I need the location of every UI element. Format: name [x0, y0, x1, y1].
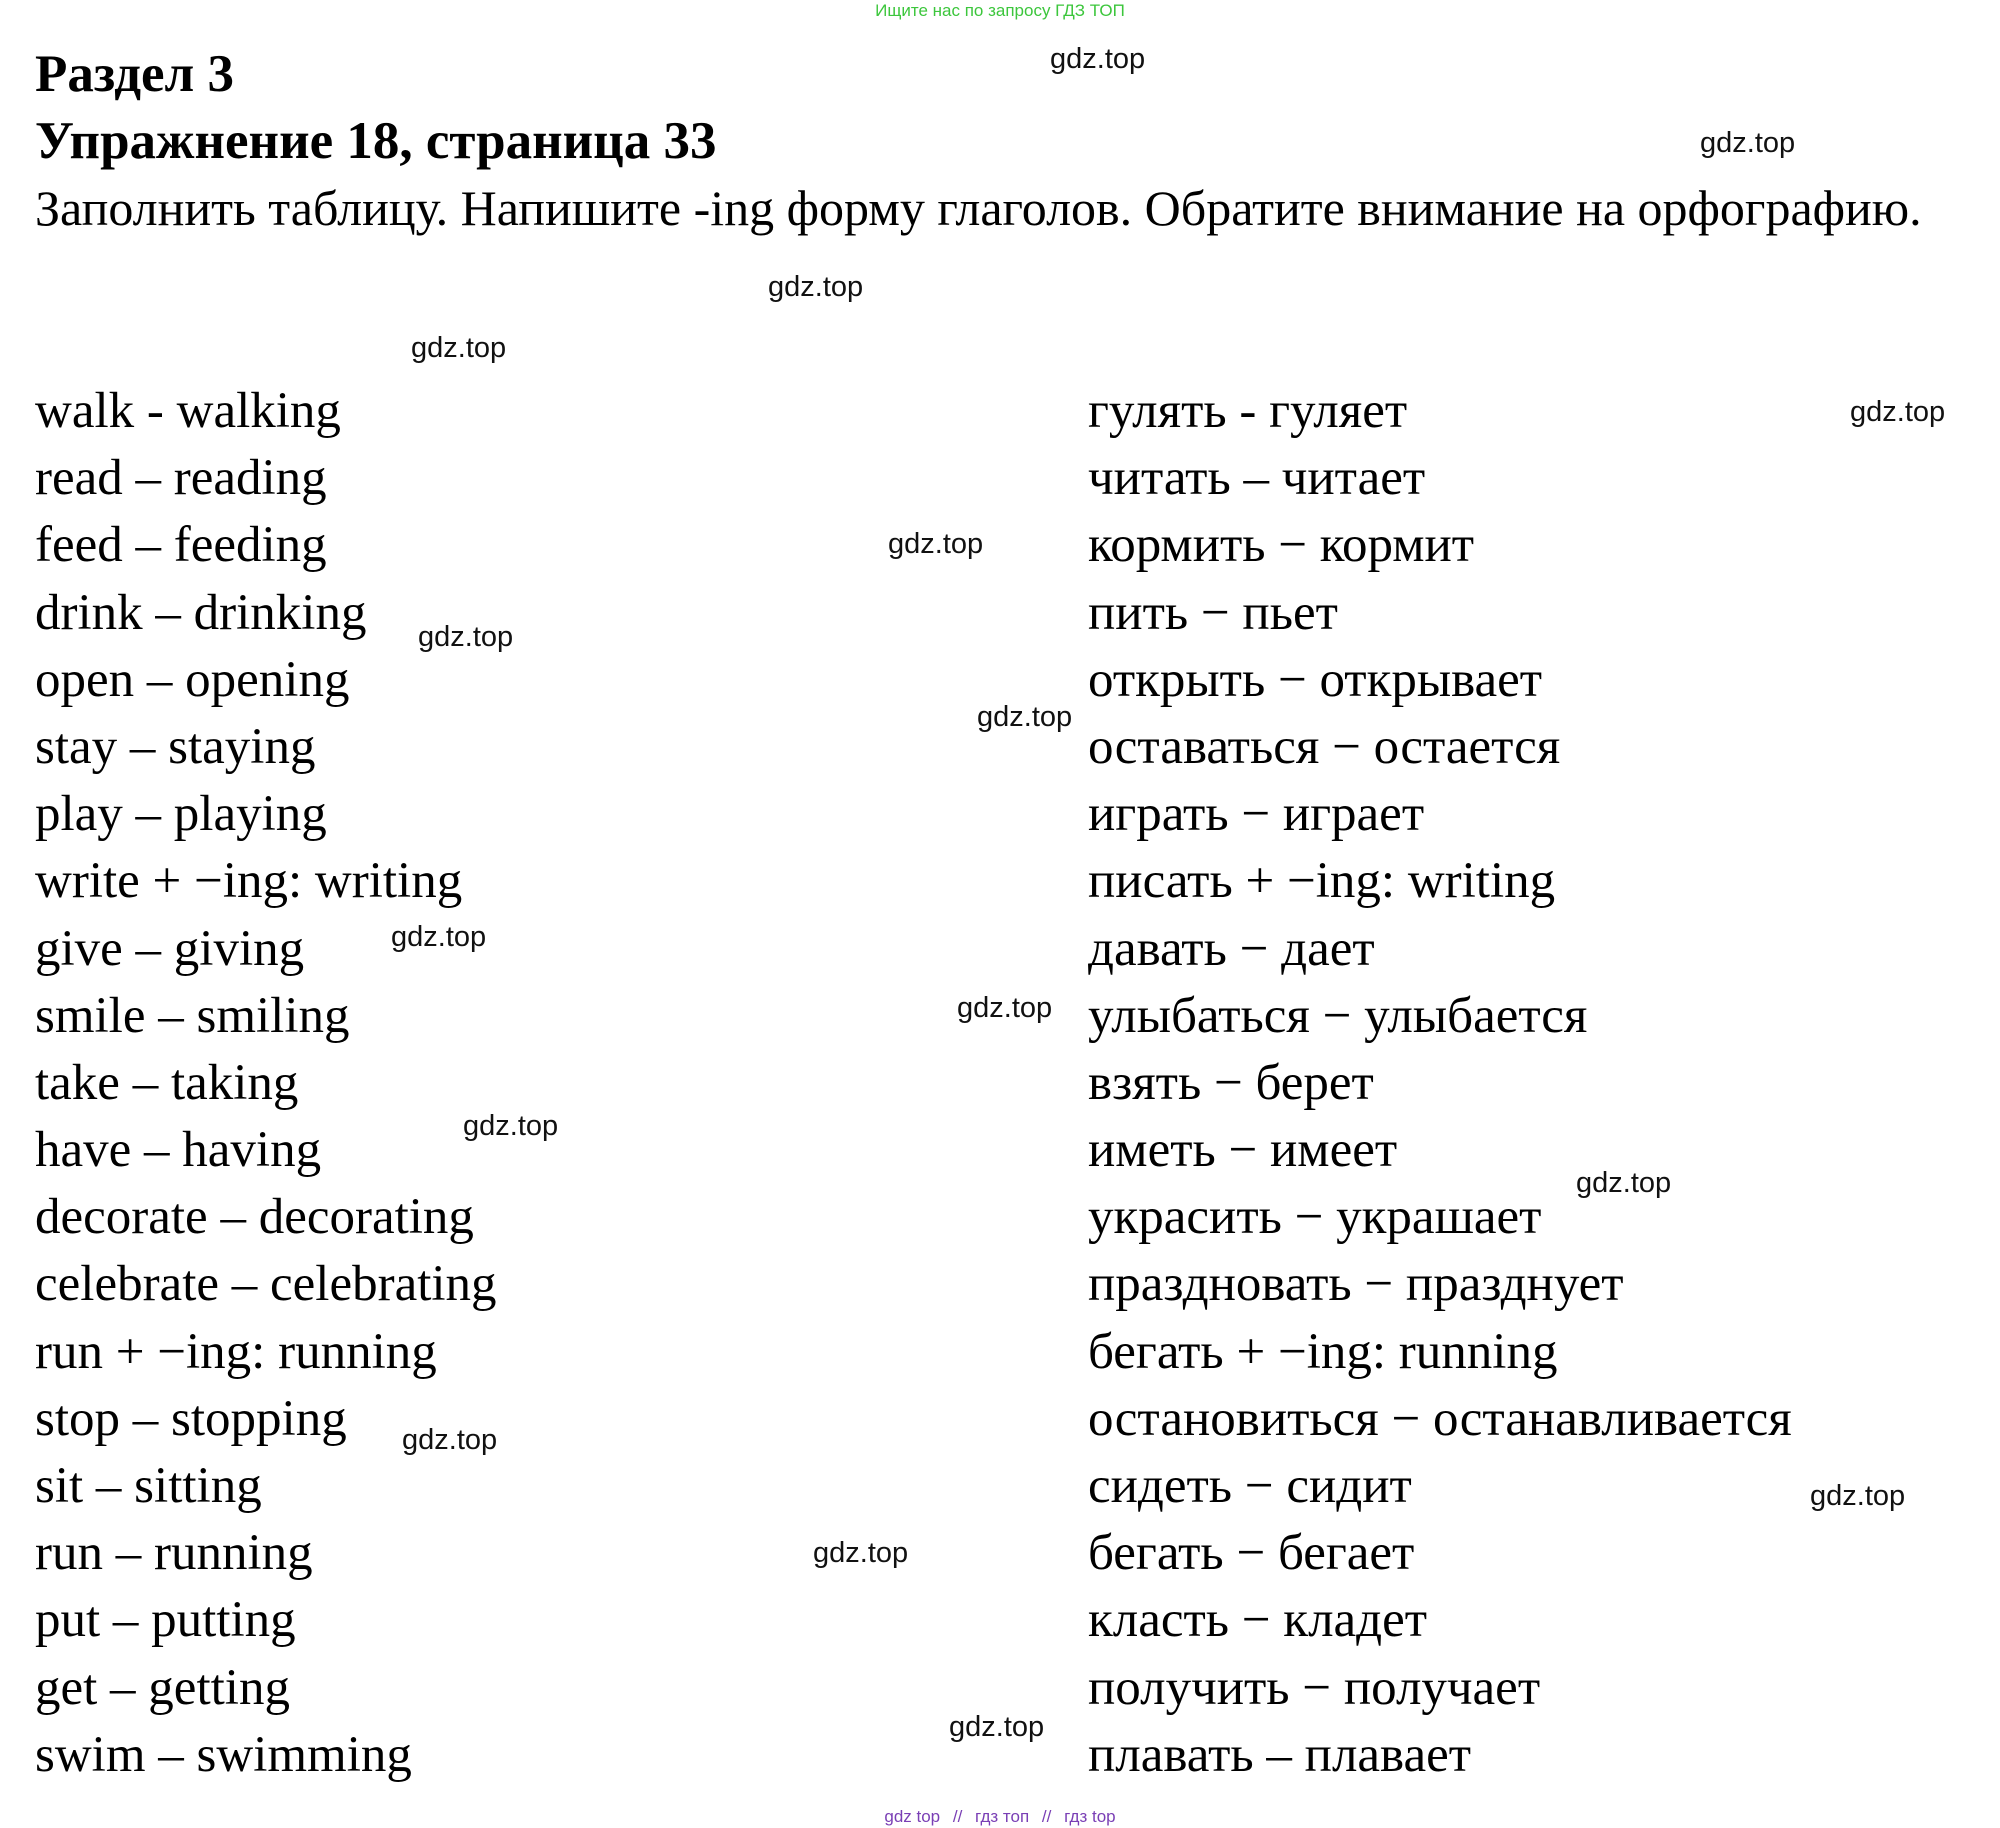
english-verb-row: decorate – decorating: [35, 1189, 474, 1246]
watermark: gdz.top: [402, 1424, 498, 1456]
english-verb-row: run + −ing: running: [35, 1323, 437, 1380]
russian-verb-row: украсить − украшает: [1088, 1189, 1542, 1246]
russian-verb-row: открыть − открывает: [1088, 651, 1543, 708]
russian-verb-row: класть − кладет: [1088, 1592, 1428, 1649]
watermark: gdz.top: [1850, 396, 1946, 428]
russian-verb-row: бегать − бегает: [1088, 1525, 1415, 1582]
watermark: gdz.top: [888, 528, 984, 560]
russian-verb-row: остановиться − останавливается: [1088, 1390, 1792, 1447]
english-verb-row: read – reading: [35, 450, 327, 507]
russian-verb-row: гулять - гуляет: [1088, 383, 1408, 439]
russian-verb-row: взять − берет: [1088, 1054, 1374, 1111]
english-verb-row: take – taking: [35, 1054, 299, 1111]
watermark: gdz.top: [1576, 1167, 1672, 1199]
english-verb-row: sit – sitting: [35, 1458, 262, 1514]
russian-verb-row: получить − получает: [1088, 1659, 1541, 1716]
english-verb-row: feed – feeding: [35, 517, 327, 574]
english-verb-row: write + −ing: writing: [35, 853, 463, 910]
english-verb-row: celebrate – celebrating: [35, 1256, 497, 1313]
english-verb-row: drink – drinking: [35, 584, 367, 641]
russian-verb-row: плавать – плавает: [1088, 1726, 1471, 1783]
watermark: gdz.top: [391, 921, 487, 953]
english-verb-list: [35, 378, 1035, 1789]
watermark: gdz.top: [957, 992, 1053, 1024]
russian-verb-row: писать + −ing: writing: [1088, 853, 1556, 910]
russian-verb-row: давать − дает: [1088, 920, 1375, 977]
watermark: gdz.top: [1700, 127, 1796, 159]
english-verb-row: stay – staying: [35, 718, 316, 775]
english-verb-row: swim – swimming: [35, 1726, 412, 1783]
russian-verb-row: пить − пьет: [1088, 584, 1338, 641]
russian-verb-row: читать – читает: [1088, 450, 1426, 507]
footer-link[interactable]: гдз топ: [975, 1807, 1030, 1826]
watermark: gdz.top: [411, 332, 507, 364]
english-verb-row: get – getting: [35, 1659, 290, 1716]
english-verb-row: have – having: [35, 1122, 322, 1179]
russian-verb-row: праздновать − празднует: [1088, 1256, 1624, 1313]
watermark: gdz.top: [768, 271, 864, 303]
footer-link[interactable]: gdz top: [884, 1807, 941, 1826]
russian-verb-row: сидеть − сидит: [1088, 1458, 1412, 1514]
english-verb-row: put – putting: [35, 1592, 296, 1649]
watermark: gdz.top: [1050, 43, 1146, 75]
watermark: gdz.top: [949, 1711, 1045, 1743]
top-banner: Ищите нас по запросу ГДЗ ТОП: [875, 1, 1125, 20]
footer-separator: //: [1041, 1807, 1052, 1826]
watermark: gdz.top: [1810, 1480, 1906, 1512]
russian-verb-row: кормить − кормит: [1088, 517, 1475, 574]
english-verb-row: stop – stopping: [35, 1390, 347, 1447]
russian-verb-row: улыбаться − улыбается: [1088, 987, 1588, 1044]
watermark: gdz.top: [813, 1537, 909, 1569]
footer-separator: //: [952, 1807, 963, 1826]
english-verb-row: walk - walking: [35, 383, 341, 439]
english-verb-row: run – running: [35, 1525, 313, 1582]
english-verb-row: play – playing: [35, 786, 327, 843]
russian-verb-list: [1088, 378, 1988, 1789]
footer-links: [0, 1806, 2000, 1828]
watermark: gdz.top: [977, 701, 1073, 733]
english-verb-row: open – opening: [35, 651, 350, 708]
russian-verb-row: оставаться − остается: [1088, 718, 1561, 775]
english-verb-row: smile – smiling: [35, 987, 350, 1044]
russian-verb-row: играть − играет: [1088, 786, 1425, 843]
russian-verb-row: иметь − имеет: [1088, 1122, 1398, 1179]
english-verb-row: give – giving: [35, 920, 305, 977]
exercise-title: Упражнение 18, страница 33: [35, 112, 717, 170]
russian-verb-row: бегать + −ing: running: [1088, 1323, 1558, 1380]
watermark: gdz.top: [418, 621, 514, 653]
section-title: Раздел 3: [35, 45, 235, 103]
instructions: Заполнить таблицу. Напишите -ing форму глаголов. Обратите внимание на орфографию.: [35, 180, 1922, 236]
watermark: gdz.top: [463, 1110, 559, 1142]
footer-link[interactable]: гдз top: [1064, 1807, 1116, 1826]
